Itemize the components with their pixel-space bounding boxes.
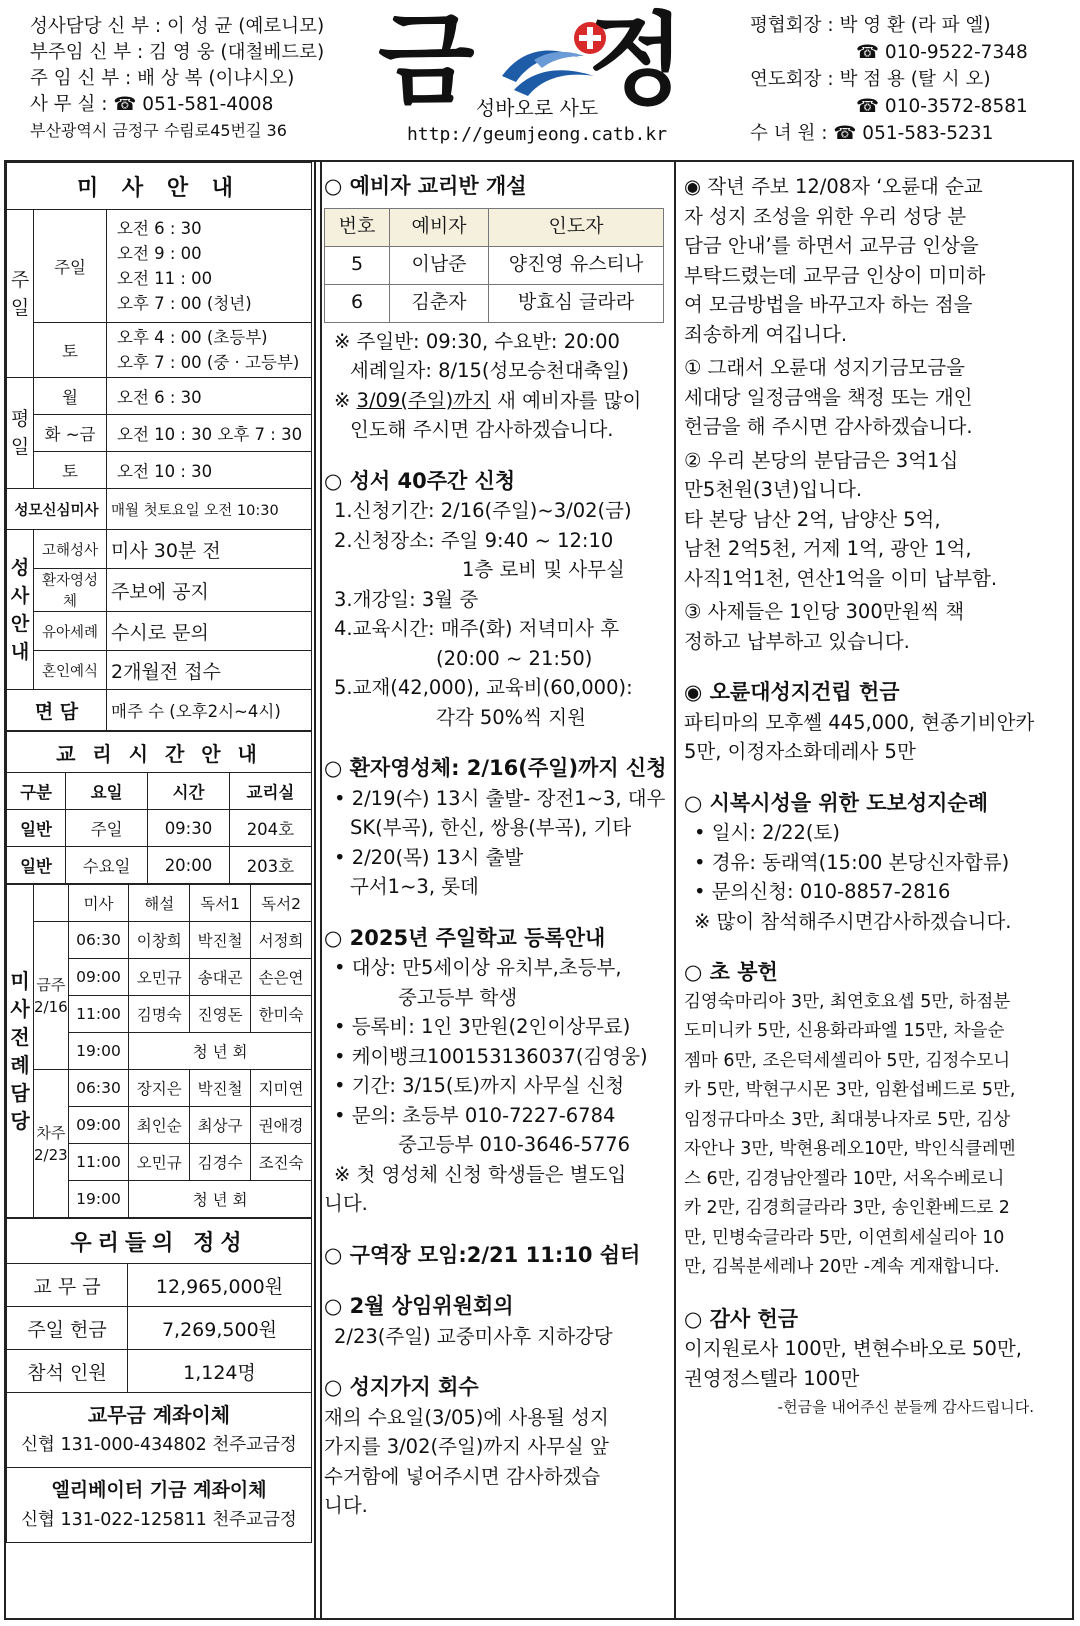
section-title: ○ 성지가지 회수: [324, 1375, 479, 1399]
text-line: 구서1~3, 롯데: [350, 875, 479, 898]
cat-cell: 203호: [229, 847, 311, 884]
cat-cell: 09:30: [148, 810, 230, 847]
mass-time: 06:30: [68, 922, 129, 959]
this-week-label: 금주 2/16: [34, 922, 69, 1070]
text-line: 헌금을 해 주시면 감사하겠습니다.: [684, 415, 973, 438]
offering-label: 교 무 금: [7, 1264, 128, 1307]
catechumen-table: [324, 208, 664, 323]
text-line: 타 본당 남산 2억, 남양산 5억,: [684, 507, 941, 531]
text-line: ※ 첫 영성체 신청 학생들은 별도입: [334, 1162, 627, 1186]
sacrament-name: 혼인예식: [34, 651, 107, 690]
title-char-right: 정: [588, 2, 685, 119]
cat-cell: 일반: [7, 847, 66, 884]
right-column: [684, 172, 1034, 1423]
council-line: 연도회장 : 박 점 용 (탈 시 오): [750, 69, 991, 90]
section-title: ○ 감사 헌금: [684, 1306, 799, 1331]
section-title: ○ 시복시성을 위한 도보성지순례: [684, 790, 988, 815]
clergy-line: 주 임 신 부 : 배 상 복 (이냐시오): [30, 68, 295, 89]
youth-group: 청 년 회: [129, 1033, 312, 1070]
convent-phone: 수 녀 원 : ☎ 051-583-5231: [750, 123, 994, 144]
commentator: 장지은: [129, 1070, 190, 1107]
reader2: 한미숙: [251, 996, 312, 1033]
cat-header: 시간: [148, 773, 230, 810]
liturgy-duty-table: [6, 884, 312, 1218]
section-title: ○ 성서 40주간 신청: [324, 468, 516, 493]
column-divider: [674, 160, 676, 1620]
cat-cell: 일반: [7, 810, 66, 847]
cat-cell: 6: [325, 284, 390, 322]
mass-schedule-table: [6, 162, 312, 731]
sacrament-name: 유아세례: [34, 612, 107, 651]
bulletin-header: [0, 0, 1080, 158]
text-line: 중고등부 학생: [398, 985, 518, 1009]
cat-cell: 주일: [66, 810, 148, 847]
cat-header: 예비자: [390, 208, 489, 246]
text-line: 사직1억1천, 연산1억을 이미 납부함.: [684, 566, 998, 590]
sacrament-label: 성사안내: [7, 530, 34, 690]
sunday-times: 오전 6 : 30 오전 9 : 00 오전 11 : 00 오후 7 : 00 (청년): [107, 210, 312, 323]
liturgy-label: 미사전례담당: [7, 885, 34, 1218]
commentator: 최인순: [129, 1107, 190, 1144]
sacrament-name: 고해성사: [34, 530, 107, 569]
corner-cell: [34, 885, 69, 922]
saturday-weekday-label: 토: [34, 452, 107, 489]
text-line: 담금 안내’를 하면서 교무금 인상을: [684, 234, 979, 257]
cat-cell: 204호: [229, 810, 311, 847]
cat-header: 교리실: [229, 773, 311, 810]
text-line: ② 우리 본당의 분담금은 3억1십: [684, 448, 959, 472]
cat-cell: 이남준: [390, 246, 489, 284]
saturday-weekday-time: 오전 10 : 30: [107, 452, 312, 489]
text-line: 세대당 일정금액을 책정 또는 개인: [684, 385, 973, 409]
offering-title: 우리들의 정성: [7, 1219, 312, 1264]
website-link[interactable]: http://geumjeong.catb.kr: [406, 124, 668, 145]
text-line: 여 모금방법을 바꾸고자 하는 점을: [684, 293, 973, 316]
text-line: • 기간: 3/15(토)까지 사무실 신청: [334, 1074, 625, 1097]
cat-header: 인도자: [489, 208, 664, 246]
text-line: • 등록비: 1인 3만원(2인이상무료): [334, 1015, 631, 1038]
reader1: 송대곤: [190, 959, 251, 996]
text-line: • 문의신청: 010-8857-2816: [694, 880, 951, 903]
text-line: 정하고 납부하고 있습니다.: [684, 629, 910, 653]
mass-time: 19:00: [68, 1181, 129, 1218]
cat-cell: 5: [325, 246, 390, 284]
text-line: 1층 로비 및 사무실: [462, 558, 625, 581]
reader1: 최상구: [190, 1107, 251, 1144]
text-line: 중고등부 010-3646-5776: [398, 1133, 631, 1156]
commentator: 오민규: [129, 959, 190, 996]
sunday-label: 주일: [7, 210, 34, 378]
office-phone: 사 무 실 : ☎ 051-581-4008: [30, 94, 274, 115]
text-line: • 대상: 만5세이상 유치부,초등부,: [334, 956, 622, 979]
reader1: 진영돈: [190, 996, 251, 1033]
text-line: 도미니카 5만, 신용화라파엘 15만, 차을순: [684, 1021, 1005, 1041]
middle-column: [324, 172, 668, 1521]
text-line: ※ 주일반: 09:30, 수요반: 20:00: [334, 329, 620, 353]
text-line: 파티마의 모후쎌 445,000, 현종기비안카: [684, 710, 1035, 734]
section-title: ○ 구역장 모임:2/21 11:10 쉼터: [324, 1242, 641, 1267]
reader1: 박진철: [190, 1070, 251, 1107]
mass-title: 미 사 안 내: [7, 163, 312, 210]
text-line: (20:00 ~ 21:50): [436, 646, 593, 670]
text-line: 김영숙마리아 3만, 최연호요셉 5만, 하점분: [684, 991, 1011, 1012]
text-line: ③ 사제들은 1인당 300만원씩 책: [684, 600, 965, 623]
text-line: 자안나 3만, 박현용레오10만, 박인식클레멘: [684, 1139, 1016, 1159]
mass-time: 19:00: [68, 1033, 129, 1070]
clergy-line: 부주임 신 부 : 김 영 웅 (대철베드로): [30, 42, 325, 63]
mass-time: 11:00: [68, 1144, 129, 1181]
section-title: ○ 초 봉헌: [684, 960, 778, 984]
lit-header: 해설: [129, 885, 190, 922]
text-line: 2.신청장소: 주일 9:40 ~ 12:10: [334, 528, 614, 552]
thanks-note: -헌금을 내어주신 분들께 감사드립니다.: [777, 1398, 1034, 1416]
text-line: 만, 김복분세레나 20만 -계속 게재합니다.: [684, 1257, 1000, 1277]
first-saturday-time: 매월 첫토요일 오전 10:30: [107, 489, 312, 530]
monday-time: 오전 6 : 30: [107, 378, 312, 415]
mass-time: 11:00: [68, 996, 129, 1033]
text-line: 니다.: [324, 1494, 368, 1517]
text-line: ① 그래서 오륜대 성지기금모금을: [684, 356, 965, 379]
text-line: 카 2만, 김경희글라라 3만, 송인환베드로 2: [684, 1198, 1010, 1218]
council-info: [750, 12, 1028, 147]
text-line: 4.교육시간: 매주(화) 저녁미사 후: [334, 617, 620, 640]
text-line: 만5천원(3년)입니다.: [684, 478, 863, 501]
reader2: 조진숙: [251, 1144, 312, 1181]
reader1: 박진철: [190, 922, 251, 959]
mass-time: 09:00: [68, 1107, 129, 1144]
commentator: 김명숙: [129, 996, 190, 1033]
sacrament-name: 환자영성체: [34, 569, 107, 612]
reader2: 손은연: [251, 959, 312, 996]
text-line: • 2/20(목) 13시 출발: [334, 845, 524, 869]
mass-time: 09:00: [68, 959, 129, 996]
tithe-transfer: 교무금 계좌이체 신협 131-000-434802 천주교금정: [7, 1393, 312, 1468]
sacrament-info: 미사 30분 전: [107, 530, 312, 569]
cat-header: 번호: [325, 208, 390, 246]
column-divider: [314, 160, 316, 1620]
offering-value: 1,124명: [128, 1350, 312, 1393]
cat-cell: 양진영 유스티나: [489, 246, 664, 284]
text-line: 니다.: [324, 1192, 368, 1215]
tue-fri-time: 오전 10 : 30 오후 7 : 30: [107, 415, 312, 452]
cat-cell: 방효심 글라라: [489, 284, 664, 322]
lit-header: 독서2: [251, 885, 312, 922]
cat-cell: 수요일: [66, 847, 148, 884]
text-line: 2/23(주일) 교중미사후 지하강당: [334, 1324, 613, 1348]
text-line: 임정규다마소 3만, 최대붕나자로 5만, 김상: [684, 1109, 1011, 1130]
sacrament-info: 주보에 공지: [107, 569, 312, 612]
first-saturday-label: 성모신심미사: [7, 489, 107, 530]
section-title: ○ 환자영성체: 2/16(주일)까지 신청: [324, 756, 667, 780]
offering-table: [6, 1218, 312, 1543]
elevator-fund-transfer: 엘리베이터 기금 계좌이체 신협 131-022-125811 천주교금정: [7, 1468, 312, 1543]
commentator: 이창희: [129, 922, 190, 959]
text-line: 5만, 이정자소화데레사 5만: [684, 740, 916, 763]
column-divider: [320, 160, 322, 1620]
left-column: [6, 162, 312, 1543]
offering-label: 주일 헌금: [7, 1307, 128, 1350]
text-line: 젬마 6만, 조은덕세셀리아 5만, 김정수모니: [684, 1050, 1011, 1071]
council-phone: ☎ 010-3572-8581: [856, 96, 1028, 117]
lit-header: 미사: [68, 885, 129, 922]
text-line: 재의 수요일(3/05)에 사용될 성지: [324, 1405, 609, 1429]
sunday-sub: 주일: [34, 210, 107, 323]
cat-header: 구분: [7, 773, 66, 810]
text-line: 1.신청기간: 2/16(주일)~3/02(금): [334, 499, 632, 522]
text-line: 수거함에 넣어주시면 감사하겠습: [324, 1464, 601, 1488]
text-line: • 문의: 초등부 010-7227-6784: [334, 1103, 616, 1127]
cat-cell: 김춘자: [390, 284, 489, 322]
text-line: 부탁드렸는데 교무금 인상이 미미하: [684, 263, 986, 287]
next-week-label: 차주 2/23: [34, 1070, 69, 1218]
clergy-info: [30, 14, 324, 144]
text-line: ※ 3/09(주일)까지 새 예비자를 많이: [334, 388, 642, 412]
text-line: • 케이뱅크100153136037(김영웅): [334, 1044, 648, 1068]
section-title: ○ 2025년 주일학교 등록안내: [324, 925, 606, 950]
text-line: 인도해 주시면 감사하겠습니다.: [350, 418, 614, 441]
reader2: 권애경: [251, 1107, 312, 1144]
church-address: 부산광역시 금정구 수림로45번길 36: [30, 121, 287, 140]
text-line: 권영정스텔라 100만: [684, 1366, 860, 1390]
text-line: SK(부곡), 한신, 쌍용(부곡), 기타: [350, 816, 632, 839]
text-line: 만, 민병숙글라라 5만, 이연희세실리아 10: [684, 1227, 1005, 1248]
cat-header: 요일: [66, 773, 148, 810]
title-char-left: 금: [378, 2, 475, 119]
offering-label: 참석 인원: [7, 1350, 128, 1393]
text-line: 스 6만, 김경남안젤라 10만, 서옥수베로니: [684, 1168, 1005, 1189]
monday-label: 월: [34, 378, 107, 415]
saturday-times: 오후 4 : 00 (초등부) 오후 7 : 00 (중 · 고등부): [107, 323, 312, 378]
offering-value: 7,269,500원: [128, 1307, 312, 1350]
youth-group: 청 년 회: [129, 1181, 312, 1218]
section-title: ○ 2월 상임위원회의: [324, 1294, 514, 1318]
text-line: 5.교재(42,000), 교육비(60,000):: [334, 676, 633, 699]
council-line: 평협회장 : 박 영 환 (라 파 엘): [750, 15, 991, 36]
sacrament-info: 2개월전 접수: [107, 651, 312, 690]
council-phone: ☎ 010-9522-7348: [856, 42, 1028, 63]
catechism-table: [6, 731, 312, 884]
offering-value: 12,965,000원: [128, 1264, 312, 1307]
reader1: 김경수: [190, 1144, 251, 1181]
text-line: 죄송하게 여깁니다.: [684, 322, 848, 346]
text-line: 남천 2억5천, 거제 1억, 광안 1억,: [684, 537, 972, 560]
commentator: 오민규: [129, 1144, 190, 1181]
sacrament-info: 수시로 문의: [107, 612, 312, 651]
text-line: • 경유: 동래역(15:00 본당신자합류): [694, 850, 1010, 874]
interview-label: 면 담: [7, 690, 107, 731]
text-line: • 2/19(수) 13시 출발- 장전1~3, 대우: [334, 786, 666, 810]
text-line: 가지를 3/02(주일)까지 사무실 앞: [324, 1435, 609, 1458]
section-title: ○ 예비자 교리반 개설: [324, 174, 527, 198]
interview-time: 매주 수 (오후2시~4시): [107, 690, 312, 731]
clergy-line: 성사담당 신 부 : 이 성 균 (예로니모): [30, 16, 325, 37]
text-line: 세례일자: 8/15(성모승천대축일): [350, 359, 629, 382]
text-line: • 일시: 2/22(토): [694, 821, 840, 844]
text-line: 카 5만, 박현구시몬 3만, 임환섭베드로 5만,: [684, 1080, 1016, 1100]
saturday-label: 토: [34, 323, 107, 378]
catechism-title: 교 리 시 간 안 내: [7, 732, 312, 773]
text-line: 3.개강일: 3월 중: [334, 587, 479, 611]
weekday-label: 평일: [7, 378, 34, 489]
text-line: ※ 많이 참석해주시면감사하겠습니다.: [694, 909, 1012, 933]
tue-fri-label: 화 ~금: [34, 415, 107, 452]
text-line: 자 성지 조성을 위한 우리 성당 분: [684, 204, 967, 228]
reader2: 서정희: [251, 922, 312, 959]
mass-time: 06:30: [68, 1070, 129, 1107]
lit-header: 독서1: [190, 885, 251, 922]
text-line: 이지원로사 100만, 변현수바오로 50만,: [684, 1337, 1022, 1360]
text-line: ◉ 작년 주보 12/08자 ‘오륜대 순교: [684, 175, 983, 198]
patron-saint: 성바오로 사도: [475, 96, 599, 120]
text-line: 각각 50%씩 지원: [436, 705, 586, 729]
cat-cell: 20:00: [148, 847, 230, 884]
reader2: 지미연: [251, 1070, 312, 1107]
section-title: ◉ 오륜대성지건립 헌금: [684, 680, 900, 704]
